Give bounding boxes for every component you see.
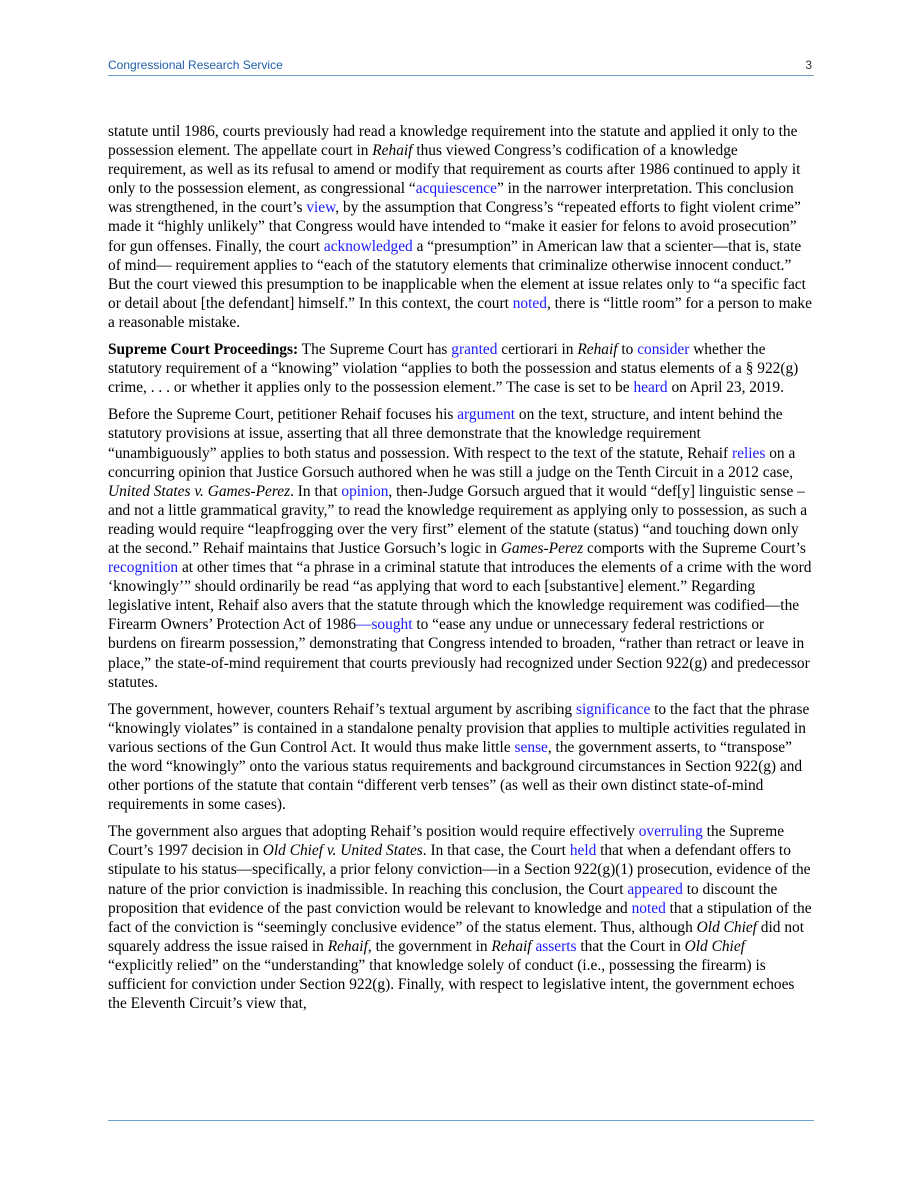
case-name: United States v. Games-Perez xyxy=(108,482,291,500)
header-rule xyxy=(108,75,814,76)
link-noted[interactable]: noted xyxy=(631,899,666,917)
text: , the government in xyxy=(367,937,492,955)
text: . In that xyxy=(290,482,342,500)
text: Before the Supreme Court, petitioner Rehaif focuses his xyxy=(108,406,458,424)
text: statute until 1986, courts previously had read a knowledge requirement into the statute and applied it only to the possession element. The appellate court in xyxy=(108,123,798,160)
case-name: Old Chief v. United States xyxy=(262,842,423,860)
text: on April 23, 2019. xyxy=(667,379,784,397)
case-name: Rehaif xyxy=(372,142,413,160)
text: that the Court in xyxy=(576,937,685,955)
text: comports with the Supreme Court’s xyxy=(583,539,806,557)
run-in-heading: Supreme Court Proceedings: xyxy=(108,341,299,359)
link-acquiescence[interactable]: acquiescence xyxy=(415,180,497,198)
text: , there is “little room” for a person to make a reasonable mistake. xyxy=(108,294,812,331)
text: to “ease any undue or unnecessary federal restrictions or burdens on firearm possession,” demonstrating that Congress intended to broaden, “rather than retract or leave in place,” the state-of-mind requirement that courts previously had recognized under Section 922(g) and predecessor statutes. xyxy=(108,616,810,691)
text: that when a defendant offers to stipulate to his status—specifically, a prior felony conviction—in a Section 922(g)(1) prosecution, evidence of the nature of the prior conviction is inadmissible. In reaching this conclusion, the Court xyxy=(108,842,811,898)
page-number: 3 xyxy=(805,58,812,72)
text: . In that case, the Court xyxy=(422,842,570,860)
text: on a concurring opinion that Justice Gorsuch authored when he was still a judge on the Tenth Circuit in a 2012 case, xyxy=(108,444,796,481)
text: that a stipulation of the fact of the conviction is “seemingly conclusive evidence” of the status element. Thus, although xyxy=(108,899,812,936)
case-name: Rehaif xyxy=(577,341,618,359)
link-recognition[interactable]: recognition xyxy=(108,559,179,577)
link-acknowledged[interactable]: acknowledged xyxy=(323,237,413,255)
text: , then-Judge Gorsuch argued that it would “def[y] linguistic sense – and not a little grammatical gravity,” to read the knowledge requirement as applying only to possession, as such a reading would require “leapfrogging over the very first” element of the statute (status) “and touching down only at the second.” Rehaif maintains that Justice Gorsuch’s logic in xyxy=(108,482,808,557)
text: whether the statutory requirement of a “knowing” violation “applies to both the possession and status elements of a § 922(g) crime, . . . or whether it applies only to the possession element.” The case is set to be xyxy=(108,341,799,397)
text: did not squarely address the issue raised in xyxy=(108,918,804,955)
link-granted[interactable]: granted xyxy=(451,341,498,359)
case-name: Rehaif xyxy=(491,937,532,955)
link-significance[interactable]: significance xyxy=(575,700,651,718)
link-held[interactable]: held xyxy=(569,842,597,860)
paragraph-government-textual xyxy=(108,700,812,815)
link-overruling[interactable]: overruling xyxy=(638,823,703,841)
case-name: Old Chief xyxy=(684,937,745,955)
text: certiorari in xyxy=(497,341,578,359)
link-opinion[interactable]: opinion xyxy=(341,482,389,500)
case-name: Rehaif xyxy=(327,937,368,955)
text: to the fact that the phrase “knowingly violates” is contained in a standalone penalty provision that applies to multiple activities regulated in various sections of the Gun Control Act. It would thus make little xyxy=(108,700,810,756)
text: a “presumption” in American law that a scienter—that is, state of mind— requirement applies to “each of the statutory elements that criminalize otherwise innocent conduct.” But the court viewed this presumption to be inapplicable when the element at issue relates only to “a specific fact or detail about [the defendant] himself.” In this context, the court xyxy=(108,237,806,312)
paragraph-government-old-chief xyxy=(108,822,812,1013)
link-sought[interactable]: —sought xyxy=(356,616,413,634)
text: to discount the proposition that evidence of the past conviction would be relevant to knowledge and xyxy=(108,880,778,917)
text: The government also argues that adopting Rehaif’s position would require effectively xyxy=(108,823,639,841)
header-organization: Congressional Research Service xyxy=(108,58,283,72)
footer-rule xyxy=(108,1120,814,1121)
text: The Supreme Court has xyxy=(298,341,452,359)
paragraph-petitioner-argument xyxy=(108,405,812,691)
link-argument[interactable]: argument xyxy=(457,406,516,424)
link-heard[interactable]: heard xyxy=(633,379,668,397)
link-consider[interactable]: consider xyxy=(637,341,690,359)
link-sense[interactable]: sense xyxy=(514,738,548,756)
page-header xyxy=(108,58,812,76)
text: to xyxy=(617,341,638,359)
paragraph-appellate-court xyxy=(108,122,812,332)
text: thus viewed Congress’s codification of a knowledge requirement, as well as its refusal to amend or modify that requirement as courts after 1986 continued to apply it only to the possession element, as congressional “ xyxy=(108,142,801,198)
text: “explicitly relied” on the “understanding” that knowledge solely of conduct (i.e., possessing the firearm) is sufficient for conviction under Section 922(g). Finally, with respect to legislative intent, the government echoes the Eleventh Circuit’s view that, xyxy=(108,956,795,1013)
text: ” in the narrower interpretation. This conclusion was strengthened, in the court’s xyxy=(108,180,794,217)
text: the Supreme Court’s 1997 decision in xyxy=(108,823,785,860)
link-view[interactable]: view xyxy=(306,199,336,217)
link-asserts[interactable]: asserts xyxy=(535,937,577,955)
text: on the text, structure, and intent behind the statutory provisions at issue, asserting that all three demonstrate that the knowledge requirement “unambiguously” applies to both status and possession. With respect to the text of the statute, Rehaif xyxy=(108,406,783,462)
link-appeared[interactable]: appeared xyxy=(627,880,683,898)
link-noted[interactable]: noted xyxy=(512,294,547,312)
paragraph-supreme-court-proceedings xyxy=(108,340,812,397)
link-relies[interactable]: relies xyxy=(732,444,766,462)
text: , by the assumption that Congress’s “repeated efforts to fight violent crime” made it “highly unlikely” that Congress would have intended to “make it easier for felons to avoid prosecution” for gun offenses. Finally, the court xyxy=(108,199,801,255)
text: , the government asserts, to “transpose” the word “knowingly” onto the various status requirements and background circumstances in Section 922(g) and other portions of the statute that contain “different verb tenses” (as well as their own distinct state-of-mind requirements in some cases). xyxy=(108,738,803,814)
case-name: Games-Perez xyxy=(500,539,584,557)
text: at other times that “a phrase in a criminal statute that introduces the elements of a crime with the word ‘knowingly’” should ordinarily be read “as applying that word to each [substantive] element.” Regarding legislative intent, Rehaif also avers that the statute through which the knowledge requirement was codified—the Firearm Owners’ Protection Act of 1986 xyxy=(108,559,812,634)
document-body xyxy=(108,122,812,1021)
text: The government, however, counters Rehaif’s textual argument by ascribing xyxy=(108,700,576,718)
case-name: Old Chief xyxy=(696,918,757,936)
